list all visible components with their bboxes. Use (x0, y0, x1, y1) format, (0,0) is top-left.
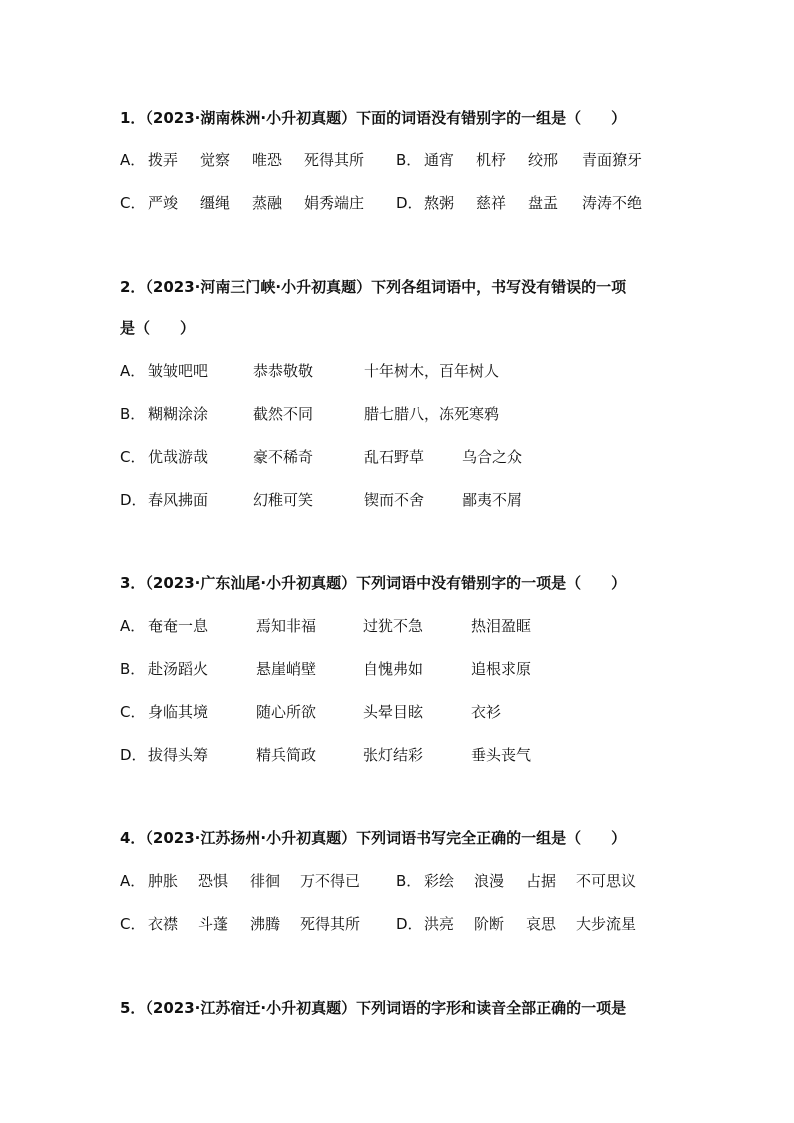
option-word: 恐惧 (198, 872, 229, 890)
option-word: 乌合之众 (462, 448, 523, 466)
option-word: 缰绳 (200, 194, 231, 212)
option-word: 觉察 (200, 151, 231, 169)
option-label: A． (120, 872, 146, 890)
option-word: 绞邢 (528, 151, 559, 169)
option-word: 阶断 (474, 915, 505, 933)
option-word: 哀思 (526, 915, 557, 933)
option-word: 严竣 (148, 194, 179, 212)
option-word: 垂头丧气 (471, 746, 532, 764)
option-word: 奄奄一息 (148, 617, 209, 635)
option-word: 彩绘 (424, 872, 455, 890)
option-word: 皱皱吧吧 (148, 362, 209, 380)
option-word: 鄙夷不屑 (462, 491, 523, 509)
option-word: 涛涛不绝 (582, 194, 643, 212)
option-label: C． (120, 703, 146, 721)
option-label: C． (120, 194, 146, 212)
option-word: 拔得头筹 (148, 746, 209, 764)
option-word: 盘盂 (528, 194, 559, 212)
option-word: 肿胀 (148, 872, 179, 890)
question-stem: 4．（2023·江苏扬州·小升初真题）下列词语书写完全正确的一组是（ ） (120, 829, 627, 847)
option-word: 腊七腊八，冻死寒鸦 (364, 405, 500, 423)
option-word: 赴汤蹈火 (148, 660, 209, 678)
option-label: A． (120, 362, 146, 380)
option-label: A． (120, 151, 146, 169)
option-label: B． (120, 405, 146, 423)
option-label: B． (396, 151, 422, 169)
option-word: 随心所欲 (256, 703, 317, 721)
question-stem: 1．（2023·湖南株洲·小升初真题）下面的词语没有错别字的一组是（ ） (120, 109, 627, 127)
option-word: 热泪盈眶 (471, 617, 532, 635)
option-word: 大步流星 (576, 915, 637, 933)
option-word: 截然不同 (253, 405, 314, 423)
option-word: 徘徊 (250, 872, 281, 890)
option-word: 斗蓬 (198, 915, 229, 933)
option-word: 幻稚可笑 (253, 491, 314, 509)
option-word: 慈祥 (476, 194, 507, 212)
option-word: 洪亮 (424, 915, 455, 933)
option-label: D． (396, 194, 423, 212)
option-word: 占据 (526, 872, 557, 890)
option-word: 头晕目眩 (363, 703, 424, 721)
option-word: 糊糊涂涂 (148, 405, 209, 423)
option-label: D． (396, 915, 423, 933)
question-stem: 5．（2023·江苏宿迁·小升初真题）下列词语的字形和读音全部正确的一项是 (120, 999, 627, 1017)
option-word: 过犹不急 (363, 617, 424, 635)
option-word: 自愧弗如 (363, 660, 424, 678)
option-word: 衣衫 (471, 703, 502, 721)
question-stem: 3．（2023·广东汕尾·小升初真题）下列词语中没有错别字的一项是（ ） (120, 574, 627, 592)
option-word: 锲而不舍 (364, 491, 425, 509)
question-stem-continued: 是（ ） (120, 319, 196, 337)
option-word: 不可思议 (576, 872, 637, 890)
option-word: 优哉游哉 (148, 448, 209, 466)
option-word: 沸腾 (250, 915, 281, 933)
option-word: 乱石野草 (364, 448, 425, 466)
option-word: 万不得已 (300, 872, 361, 890)
option-label: D． (120, 491, 147, 509)
option-word: 机杼 (476, 151, 507, 169)
option-word: 死得其所 (304, 151, 365, 169)
option-word: 春风拂面 (148, 491, 209, 509)
option-label: B． (120, 660, 146, 678)
option-word: 精兵简政 (256, 746, 317, 764)
option-word: 身临其境 (148, 703, 209, 721)
option-word: 青面獠牙 (582, 151, 643, 169)
option-word: 唯恐 (252, 151, 283, 169)
question-stem: 2．（2023·河南三门峡·小升初真题）下列各组词语中，书写没有错误的一项 (120, 278, 627, 296)
option-word: 死得其所 (300, 915, 361, 933)
option-word: 娟秀端庄 (304, 194, 365, 212)
option-label: C． (120, 915, 146, 933)
option-word: 焉知非福 (256, 617, 317, 635)
option-label: B． (396, 872, 422, 890)
option-word: 浪漫 (474, 872, 505, 890)
option-word: 熬粥 (424, 194, 455, 212)
option-word: 蒸融 (252, 194, 283, 212)
option-word: 恭恭敬敬 (253, 362, 314, 380)
option-word: 悬崖峭壁 (256, 660, 317, 678)
option-word: 追根求原 (471, 660, 532, 678)
option-label: A． (120, 617, 146, 635)
option-word: 衣襟 (148, 915, 179, 933)
option-word: 十年树木，百年树人 (364, 362, 500, 380)
option-label: C． (120, 448, 146, 466)
option-word: 通宵 (424, 151, 455, 169)
option-label: D． (120, 746, 147, 764)
option-word: 拨弄 (148, 151, 179, 169)
option-word: 豪不稀奇 (253, 448, 314, 466)
option-word: 张灯结彩 (363, 746, 424, 764)
